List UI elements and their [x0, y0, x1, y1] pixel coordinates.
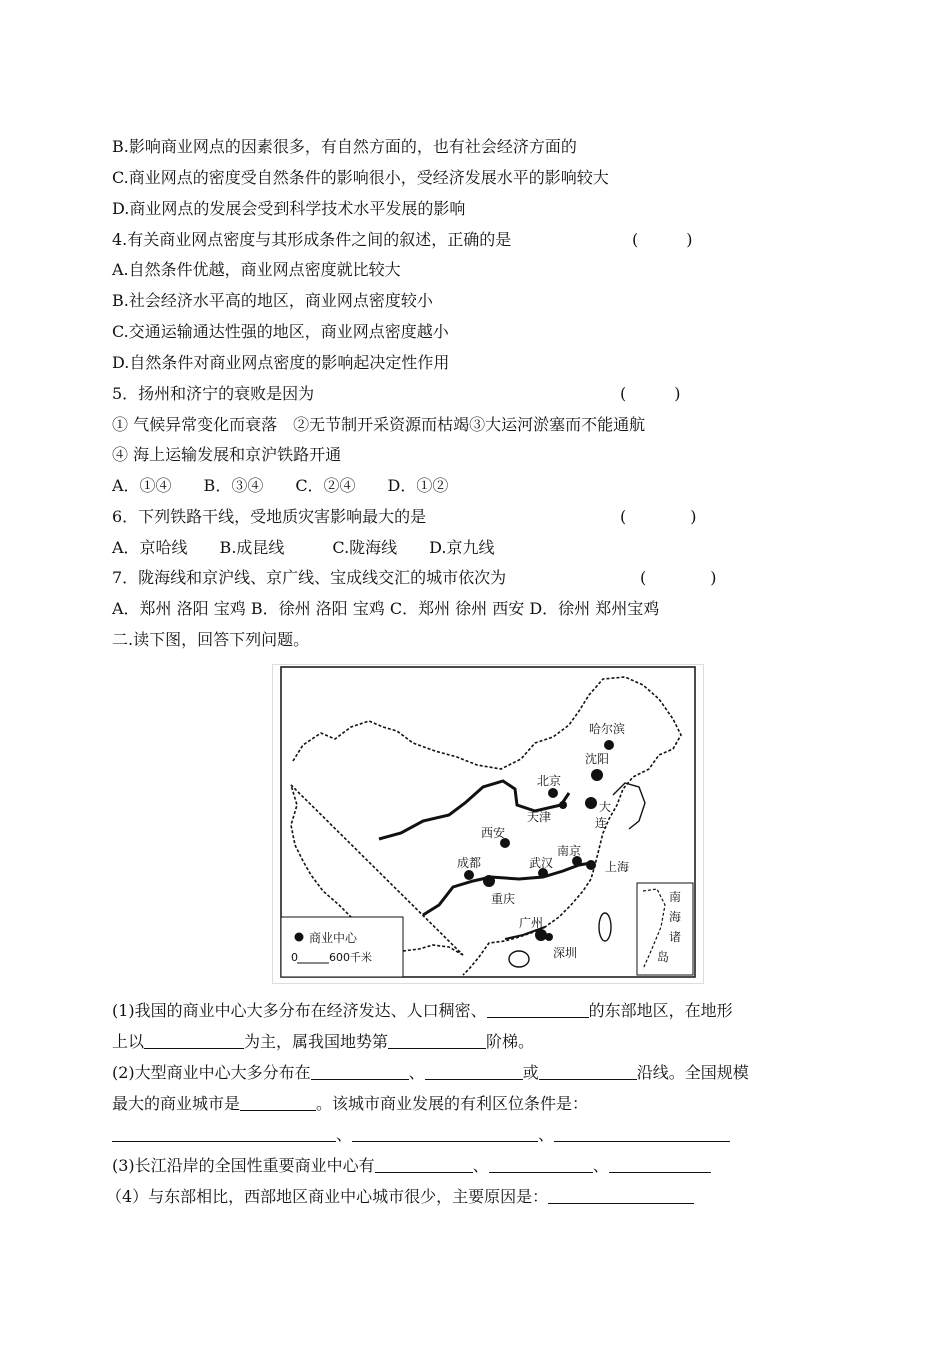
q4-stem: 4.有关商业网点密度与其形成条件之间的叙述，正确的是 — [112, 230, 512, 249]
q3-option-d: D.商业网点的发展会受到科学技术水平发展的影响 — [112, 199, 466, 218]
q6-stem: 6．下列铁路干线，受地质灾害影响最大的是 — [112, 507, 427, 526]
q4-option-b: B.社会经济水平高的地区，商业网点密度较小 — [112, 291, 433, 310]
q5-options: A．①④ B．③④ C．②④ D．①② — [112, 476, 449, 495]
p2-line1: (2)大型商业中心大多分布在 、 或 沿线。全国规模 — [112, 1063, 749, 1082]
city-label-wuhan: 武汉 — [529, 856, 554, 870]
city-label-guangzhou: 广州 — [519, 916, 544, 930]
city-label-chengdu: 成都 — [457, 856, 482, 870]
p1-line1: (1)我国的商业中心大多分布在经济发达、人口稠密、 的东部地区，在地形 — [112, 1001, 733, 1020]
korea-peninsula — [613, 783, 645, 829]
q4-option-a: A.自然条件优越，商业网点密度就比较大 — [112, 260, 401, 279]
q7-answer-paren[interactable]: ( ) — [640, 568, 717, 587]
p4-blank-1[interactable] — [548, 1187, 694, 1204]
city-label-harbin: 哈尔滨 — [589, 722, 626, 736]
p2-blank-7[interactable] — [554, 1125, 730, 1142]
q4-option-c: C.交通运输通达性强的地区，商业网点密度越小 — [112, 322, 449, 341]
city-label-tianjin: 天津 — [527, 810, 552, 824]
p2-blank-1[interactable] — [311, 1063, 409, 1080]
p1-blank-2[interactable] — [144, 1032, 244, 1049]
p2-blank-3[interactable] — [539, 1063, 637, 1080]
p2-line2: 最大的商业城市是 。该城市商业发展的有利区位条件是： — [112, 1094, 589, 1113]
city-marker-shenzhen — [545, 933, 553, 941]
p4-line: （4）与东部相比，西部地区商业中心城市很少，主要原因是： — [106, 1187, 694, 1207]
china-commerce-map — [272, 664, 704, 984]
city-marker-beijing — [548, 788, 558, 798]
q7-stem: 7．陇海线和京沪线、京广线、宝成线交汇的城市依次为 — [112, 568, 507, 587]
q6-options: A．京哈线 B.成昆线 C.陇海线 D.京九线 — [112, 538, 495, 557]
city-label-nanjing: 南京 — [557, 844, 582, 858]
section-two-heading: 二.读下图，回答下列问题。 — [112, 630, 310, 649]
taiwan-island — [599, 913, 611, 941]
p2-blank-6[interactable] — [352, 1125, 538, 1142]
q5-answer-paren[interactable]: ( ) — [620, 384, 681, 403]
city-marker-harbin — [604, 740, 614, 750]
city-marker-shenyang — [591, 769, 603, 781]
p2-line3: 、 、 — [112, 1125, 730, 1145]
inset-char-3: 诸 — [669, 930, 682, 944]
q4-option-d: D.自然条件对商业网点密度的影响起决定性作用 — [112, 353, 450, 372]
p1-blank-1[interactable] — [487, 1001, 589, 1018]
q4-answer-paren[interactable]: ( ) — [632, 230, 693, 249]
p1-line2: 上以 为主，属我国地势第 阶梯。 — [112, 1032, 535, 1051]
q7-options: A．郑州 洛阳 宝鸡 B．徐州 洛阳 宝鸡 C．郑州 徐州 西安 D．徐州 郑州宝鸡 — [112, 599, 660, 618]
inset-char-2: 海 — [669, 910, 682, 924]
p2-blank-5[interactable] — [112, 1125, 336, 1142]
q3-option-b: B.影响商业网点的因素很多，有自然方面的，也有社会经济方面的 — [112, 137, 577, 156]
city-label-chongqing: 重庆 — [491, 892, 516, 906]
p2-blank-2[interactable] — [425, 1063, 523, 1080]
city-label-shenyang: 沈阳 — [585, 752, 610, 766]
map-graphic — [273, 665, 703, 983]
hainan-island — [509, 951, 529, 967]
city-marker-chengdu — [464, 870, 474, 880]
inset-char-4: 岛 — [657, 950, 670, 964]
city-marker-tianjin — [559, 801, 567, 809]
city-label-shenzhen: 深圳 — [553, 946, 578, 960]
city-marker-dalian — [585, 797, 597, 809]
p3-line: (3)长江沿岸的全国性重要商业中心有 、 、 — [112, 1156, 711, 1176]
q5-choices-line2: ④ 海上运输发展和京沪铁路开通 — [112, 445, 342, 464]
city-label-xian: 西安 — [481, 826, 506, 840]
scale-label: 600千米 — [329, 951, 372, 964]
q5-stem: 5．扬州和济宁的衰败是因为 — [112, 384, 315, 403]
scale-zero: 0 — [291, 951, 298, 964]
city-label-dalian-1: 大 — [599, 800, 612, 814]
city-label-dalian-2: 连 — [595, 816, 608, 830]
q5-choices-line1: ① 气候异常变化而衰落 ②无节制开采资源而枯竭③大运河淤塞而不能通航 — [112, 415, 646, 434]
p2-blank-4[interactable] — [240, 1094, 316, 1111]
q6-answer-paren[interactable]: ( ) — [620, 507, 697, 526]
q3-option-c: C.商业网点的密度受自然条件的影响很小，受经济发展水平的影响较大 — [112, 168, 609, 187]
legend-label: 商业中心 — [309, 931, 358, 945]
city-label-shanghai: 上海 — [605, 860, 630, 874]
p3-blank-3[interactable] — [609, 1156, 711, 1173]
city-marker-guangzhou — [535, 929, 547, 941]
p3-blank-1[interactable] — [375, 1156, 473, 1173]
city-marker-shanghai — [586, 860, 596, 870]
p1-blank-3[interactable] — [388, 1032, 486, 1049]
legend-box — [281, 917, 403, 977]
yangtze-river — [423, 863, 591, 915]
inset-char-1: 南 — [669, 890, 682, 904]
legend-marker — [295, 933, 304, 942]
city-label-beijing: 北京 — [537, 774, 562, 788]
city-marker-chongqing — [483, 875, 495, 887]
p3-blank-2[interactable] — [489, 1156, 593, 1173]
